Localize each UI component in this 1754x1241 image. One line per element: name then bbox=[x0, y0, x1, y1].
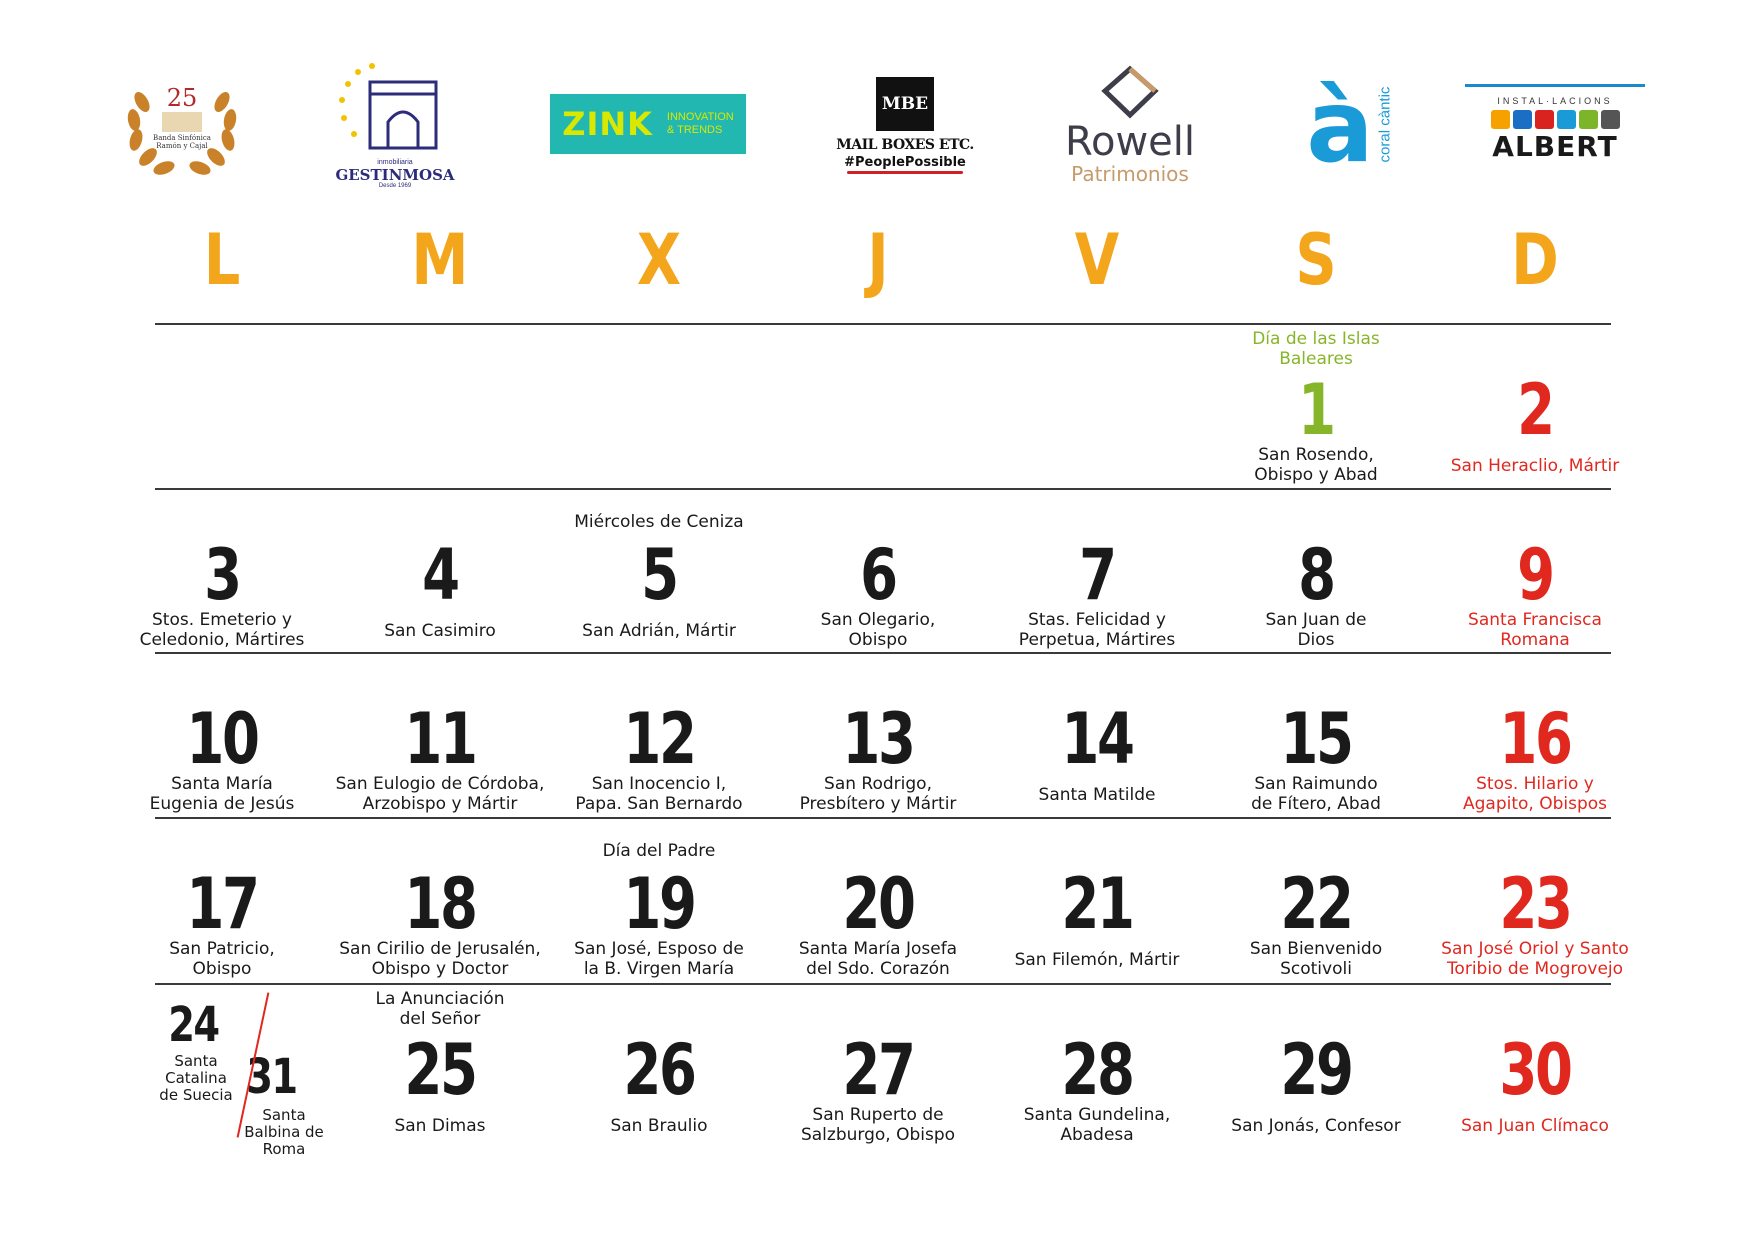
logo-gestinmosa bbox=[330, 62, 460, 187]
day-number: 17 bbox=[186, 863, 258, 945]
saint-name: Stas. Felicidad y Perpetua, Mártires bbox=[1018, 610, 1176, 650]
day-number: 12 bbox=[623, 698, 695, 780]
day-number: 20 bbox=[842, 863, 914, 945]
mbe-name: MAIL BOXES ETC. bbox=[836, 136, 974, 153]
weekday-label: J bbox=[867, 219, 889, 301]
saint-name: San José Oriol y Santo Toribio de Mogrovejo bbox=[1441, 939, 1629, 979]
observance-label: Miércoles de Ceniza bbox=[574, 512, 744, 532]
day-cell bbox=[330, 817, 550, 981]
day-number: 19 bbox=[623, 863, 695, 945]
saint-name: San Patricio, Obispo bbox=[169, 939, 275, 979]
gestinmosa-small: inmobiliaria bbox=[377, 159, 413, 166]
day-number: 1 bbox=[1298, 369, 1334, 451]
day-number: 29 bbox=[1280, 1029, 1352, 1111]
saint-name: San Juan de Dios bbox=[1265, 610, 1367, 650]
saint-name: San Juan Clímaco bbox=[1461, 1116, 1609, 1136]
day-number: 23 bbox=[1499, 863, 1571, 945]
saint-name: San Cirilio de Jerusalén, Obispo y Doctor bbox=[339, 939, 541, 979]
rowell-name: Rowell bbox=[1064, 118, 1196, 165]
day-number: 3 bbox=[204, 534, 240, 616]
day-number: 24 bbox=[168, 997, 219, 1053]
band-line2: Ramón y Cajal bbox=[156, 142, 208, 150]
day-number: 27 bbox=[842, 1029, 914, 1111]
day-cell bbox=[1425, 652, 1645, 816]
day-cell bbox=[768, 983, 988, 1147]
saint-name: San Braulio bbox=[610, 1116, 708, 1136]
saint-name: San Casimiro bbox=[384, 621, 496, 641]
logo-zink bbox=[550, 94, 746, 154]
saint-name: San Olegario, Obispo bbox=[820, 610, 936, 650]
saint-name: Stos. Hilario y Agapito, Obispos bbox=[1462, 774, 1608, 814]
saint-name: San Adrián, Mártir bbox=[582, 621, 736, 641]
day-cell bbox=[1206, 323, 1426, 487]
logo-mbe bbox=[830, 70, 980, 180]
day-number: 21 bbox=[1061, 863, 1133, 945]
day-cell bbox=[330, 488, 550, 652]
zink-name: ZINK bbox=[562, 105, 653, 143]
gestinmosa-since: Desde 1969 bbox=[378, 183, 412, 189]
zink-tag1: INNOVATION bbox=[666, 111, 734, 123]
day-number: 10 bbox=[186, 698, 258, 780]
day-cell bbox=[987, 652, 1207, 816]
rowell-diamond-icon bbox=[1095, 65, 1165, 121]
mbe-box: MBE bbox=[876, 77, 934, 131]
saint-name: San Raimundo de Fítero, Abad bbox=[1251, 774, 1381, 814]
saint-name: Santa María Eugenia de Jesús bbox=[149, 774, 295, 814]
tools-icon bbox=[1601, 110, 1620, 129]
saint-name: San José, Esposo de la B. Virgen María bbox=[574, 939, 744, 979]
day-number: 6 bbox=[860, 534, 896, 616]
drop-icon bbox=[1513, 110, 1532, 129]
day-cell-split bbox=[112, 983, 332, 1158]
saint-name: San Dimas bbox=[394, 1116, 486, 1136]
coral-name: coral càntic bbox=[1376, 86, 1394, 163]
leaf-icon bbox=[1579, 110, 1598, 129]
saint-name: Stos. Emeterio y Celedonio, Mártires bbox=[139, 610, 305, 650]
saint-name: Santa Gundelina, Abadesa bbox=[1023, 1105, 1171, 1145]
saint-name: San Heraclio, Mártir bbox=[1450, 456, 1620, 476]
day-number: 13 bbox=[842, 698, 914, 780]
day-number: 15 bbox=[1280, 698, 1352, 780]
saint-name: Santa Catalina de Suecia bbox=[159, 1052, 233, 1104]
day-cell bbox=[549, 983, 769, 1147]
gestinmosa-name: GESTINMOSA bbox=[335, 166, 455, 184]
day-cell bbox=[1425, 983, 1645, 1147]
day-number: 2 bbox=[1517, 369, 1553, 451]
day-number: 18 bbox=[404, 863, 476, 945]
mbe-hashtag: #PeoplePossible bbox=[844, 154, 966, 170]
weekday-label: X bbox=[636, 219, 682, 301]
day-number: 11 bbox=[404, 698, 476, 780]
saint-name: San Rodrigo, Presbítero y Mártir bbox=[799, 774, 957, 814]
logo-albert bbox=[1465, 84, 1645, 167]
weekday-label: S bbox=[1295, 219, 1337, 301]
arch-icon bbox=[330, 62, 460, 157]
laurel-wreath-icon bbox=[112, 72, 252, 182]
day-number: 14 bbox=[1061, 698, 1133, 780]
saint-name: San Rosendo, Obispo y Abad bbox=[1254, 445, 1378, 485]
day-number: 30 bbox=[1499, 1029, 1571, 1111]
day-number: 8 bbox=[1298, 534, 1334, 616]
day-cell bbox=[768, 817, 988, 981]
flame-icon bbox=[1535, 110, 1554, 129]
saint-name: San Eulogio de Córdoba, Arzobispo y Mártir bbox=[335, 774, 545, 814]
zink-tag2: & TRENDS bbox=[666, 124, 723, 136]
observance-label: Día del Padre bbox=[602, 841, 716, 861]
day-cell bbox=[330, 652, 550, 816]
day-cell bbox=[1206, 983, 1426, 1147]
day-number: 4 bbox=[422, 534, 458, 616]
day-cell bbox=[987, 817, 1207, 981]
day-cell bbox=[549, 652, 769, 816]
albert-name: ALBERT bbox=[1492, 129, 1618, 163]
logo-rowell bbox=[1055, 62, 1205, 187]
day-number: 5 bbox=[641, 534, 677, 616]
snowflake-icon bbox=[1557, 110, 1576, 129]
saint-name: San Filemón, Mártir bbox=[1014, 950, 1180, 970]
band-line1: Banda Sinfónica bbox=[153, 134, 211, 142]
day-number: 16 bbox=[1499, 698, 1571, 780]
weekday-label: V bbox=[1074, 219, 1120, 301]
day-cell bbox=[549, 817, 769, 981]
day-number: 9 bbox=[1517, 534, 1553, 616]
observance-label: La Anunciación del Señor bbox=[375, 989, 505, 1029]
day-number: 7 bbox=[1079, 534, 1115, 616]
day-cell bbox=[1206, 817, 1426, 981]
day-cell bbox=[112, 817, 332, 981]
weekday-label: L bbox=[203, 219, 241, 301]
day-cell bbox=[330, 983, 550, 1147]
saint-name: Santa María Josefa del Sdo. Corazón bbox=[798, 939, 958, 979]
day-cell bbox=[1206, 488, 1426, 652]
rowell-sub: Patrimonios bbox=[1071, 161, 1189, 186]
day-cell bbox=[1425, 488, 1645, 652]
day-cell bbox=[768, 652, 988, 816]
day-number: 26 bbox=[623, 1029, 695, 1111]
day-cell bbox=[987, 983, 1207, 1147]
day-number: 28 bbox=[1061, 1029, 1133, 1111]
day-number: 31 bbox=[246, 1049, 297, 1105]
weekday-label: M bbox=[411, 219, 469, 301]
saint-name: San Jonás, Confesor bbox=[1231, 1116, 1401, 1136]
day-cell bbox=[549, 488, 769, 652]
saint-name: San Inocencio I, Papa. San Bernardo bbox=[575, 774, 743, 814]
day-cell bbox=[112, 652, 332, 816]
saint-name: San Bienvenido Scotivoli bbox=[1249, 939, 1383, 979]
logo-coral-cantic bbox=[1285, 68, 1395, 185]
observance-label: Día de las Islas Baleares bbox=[1252, 329, 1380, 369]
day-number: 22 bbox=[1280, 863, 1352, 945]
day-cell bbox=[1425, 323, 1645, 487]
day-cell bbox=[112, 488, 332, 652]
saint-name: San Ruperto de Salzburgo, Obispo bbox=[800, 1105, 956, 1145]
day-cell bbox=[768, 488, 988, 652]
weekday-label: D bbox=[1511, 219, 1559, 301]
logo-banda-sinfonica bbox=[112, 72, 252, 182]
svg-text:25: 25 bbox=[166, 84, 198, 112]
saint-name: Santa Matilde bbox=[1038, 785, 1156, 805]
mbe-underline bbox=[847, 171, 963, 174]
day-cell bbox=[1206, 652, 1426, 816]
day-cell bbox=[987, 488, 1207, 652]
day-cell bbox=[1425, 817, 1645, 981]
saint-name: Santa Balbina de Roma bbox=[244, 1106, 324, 1158]
day-number: 25 bbox=[404, 1029, 476, 1111]
saint-name: Santa Francisca Romana bbox=[1468, 610, 1602, 650]
sun-icon bbox=[1491, 110, 1510, 129]
albert-small: INSTAL·LACIONS bbox=[1497, 95, 1613, 106]
coral-letter: à bbox=[1306, 68, 1374, 185]
